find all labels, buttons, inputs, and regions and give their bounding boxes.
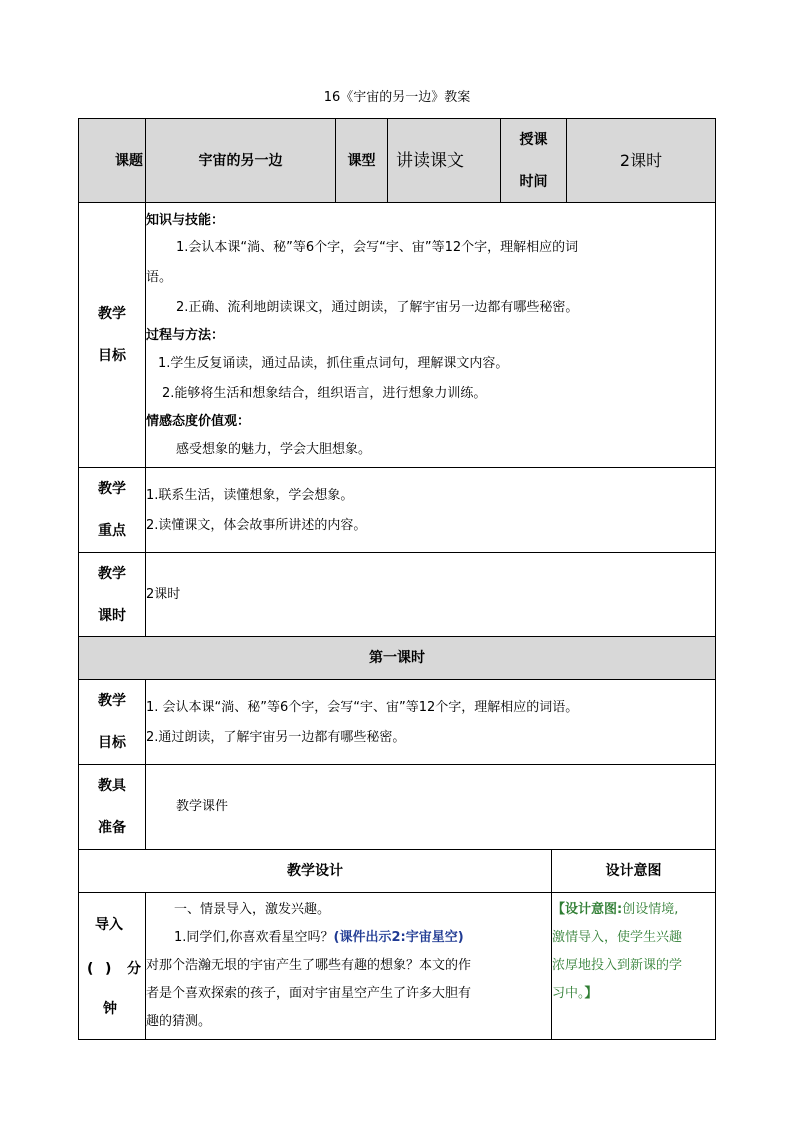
intent-col-header-cell bbox=[551, 849, 716, 893]
tools-value: 教学课件 bbox=[176, 799, 229, 814]
focus-label-1: 教学 bbox=[98, 481, 126, 497]
goals-knowledge-1a: 1.会认本课“淌、秘”等6个字，会写“宇、宙”等12个字，理解相应的词 bbox=[176, 240, 579, 255]
lesson1-goal-1: 1. 会认本课“淌、秘”等6个字，会写“宇、宙”等12个字，理解相应的词语。 bbox=[146, 700, 579, 715]
kexing-label: 课型 bbox=[347, 152, 376, 169]
tools-label-cell bbox=[78, 764, 146, 850]
keti-value: 宇宙的另一边 bbox=[198, 152, 283, 169]
intent-label: 【设计意图: bbox=[552, 902, 623, 917]
shouke-label-1: 授课 bbox=[519, 131, 548, 148]
hours-label-2: 课时 bbox=[98, 607, 126, 624]
lesson1-goal-label-1: 教学 bbox=[98, 693, 126, 709]
goals-process-1: 1.学生反复诵读，通过品读，抓住重点词句，理解课文内容。 bbox=[158, 356, 509, 371]
intent-line-4 bbox=[552, 980, 715, 1008]
intent-line-4-text: 习中。 bbox=[552, 986, 585, 1001]
hours-label-cell bbox=[78, 552, 146, 637]
intro-step-5: 趣的猜测。 bbox=[146, 1014, 212, 1029]
shouke-label-2: 时间 bbox=[519, 173, 548, 190]
intent-line-2: 激情导入，使学生兴趣 bbox=[552, 930, 683, 945]
lesson1-goal-label-2: 目标 bbox=[98, 735, 126, 751]
keti-value-cell bbox=[145, 118, 336, 203]
design-col-header: 教学设计 bbox=[287, 863, 343, 879]
intro-intent-cell bbox=[551, 892, 716, 1040]
shouke-value: 2课时 bbox=[619, 150, 663, 170]
intro-label-cell bbox=[78, 892, 146, 1040]
intro-step-3: 对那个浩瀚无垠的宇宙产生了哪些有趣的想象？本文的作 bbox=[146, 958, 472, 973]
hours-value: 2课时 bbox=[146, 586, 181, 602]
tools-label-2: 准备 bbox=[98, 820, 126, 836]
intent-close-bracket: 】 bbox=[584, 986, 598, 1001]
focus-label-2: 重点 bbox=[98, 523, 126, 539]
intent-line-1-text: 创设情境, bbox=[622, 902, 679, 917]
intro-label-fen: 分 bbox=[127, 961, 141, 977]
goals-heading-emotion: 情感态度价值观： bbox=[146, 414, 251, 429]
intent-line-3: 浓厚地投入到新课的学 bbox=[552, 958, 683, 973]
intent-line-1 bbox=[552, 896, 715, 924]
goals-knowledge-2: 2.正确、流利地朗读课文，通过朗读，了解宇宙另一边都有哪些秘密。 bbox=[176, 300, 579, 315]
tools-content-cell bbox=[145, 764, 716, 850]
goals-content-cell bbox=[145, 202, 716, 468]
lesson1-heading-cell bbox=[78, 636, 716, 680]
lesson1-goal-label-cell bbox=[78, 679, 146, 765]
goals-heading-process: 过程与方法： bbox=[146, 328, 225, 343]
lesson1-heading: 第一课时 bbox=[369, 650, 425, 666]
goals-process-2: 2.能够将生活和想象结合，组织语言，进行想象力训练。 bbox=[162, 386, 487, 401]
intro-step-2-text: 1.同学们,你喜欢看星空吗？ bbox=[174, 930, 334, 945]
focus-content-cell bbox=[145, 467, 716, 553]
intro-step-4: 者是个喜欢探索的孩子，面对宇宙星空产生了许多大胆有 bbox=[146, 986, 472, 1001]
intro-step-2 bbox=[146, 924, 551, 952]
intro-label-1: 导入 bbox=[95, 917, 123, 933]
kexing-label-cell bbox=[335, 118, 388, 203]
keti-label-cell bbox=[78, 118, 146, 203]
hours-content-cell bbox=[145, 552, 716, 637]
page-title: 16《宇宙的另一边》教案 bbox=[323, 90, 471, 105]
intent-col-header: 设计意图 bbox=[605, 863, 662, 879]
keti-label: 课题 bbox=[115, 152, 143, 169]
focus-label-cell bbox=[78, 467, 146, 553]
goals-label-2: 目标 bbox=[98, 348, 126, 364]
kexing-value-cell bbox=[387, 118, 501, 203]
intro-courseware-note: (课件出示2:宇宙星空) bbox=[333, 930, 464, 945]
goals-knowledge-1b: 语。 bbox=[146, 270, 173, 285]
shouke-label-cell bbox=[500, 118, 567, 203]
goals-label-1: 教学 bbox=[98, 306, 126, 322]
goals-label-cell bbox=[78, 202, 146, 468]
intro-paren-open: ( bbox=[87, 961, 94, 977]
intro-label-zhong: 钟 bbox=[103, 1001, 117, 1017]
intro-paren-close: ) bbox=[105, 961, 112, 977]
lesson1-goal-2: 2.通过朗读，了解宇宙另一边都有哪些秘密。 bbox=[146, 730, 406, 745]
design-col-header-cell bbox=[78, 849, 552, 893]
focus-item-1: 1.联系生活，读懂想象，学会想象。 bbox=[146, 488, 354, 503]
goals-heading-knowledge: 知识与技能： bbox=[146, 213, 225, 228]
lesson1-goal-content-cell bbox=[145, 679, 716, 765]
shouke-value-cell bbox=[566, 118, 716, 203]
focus-item-2: 2.读懂课文，体会故事所讲述的内容。 bbox=[146, 518, 367, 533]
intro-step-1: 一、情景导入，激发兴趣。 bbox=[174, 902, 331, 917]
goals-emotion-1: 感受想象的魅力，学会大胆想象。 bbox=[176, 442, 372, 457]
intro-content-cell bbox=[145, 892, 552, 1040]
kexing-value: 讲读课文 bbox=[396, 150, 464, 171]
tools-label-1: 教具 bbox=[98, 778, 126, 794]
hours-label-1: 教学 bbox=[98, 565, 126, 582]
